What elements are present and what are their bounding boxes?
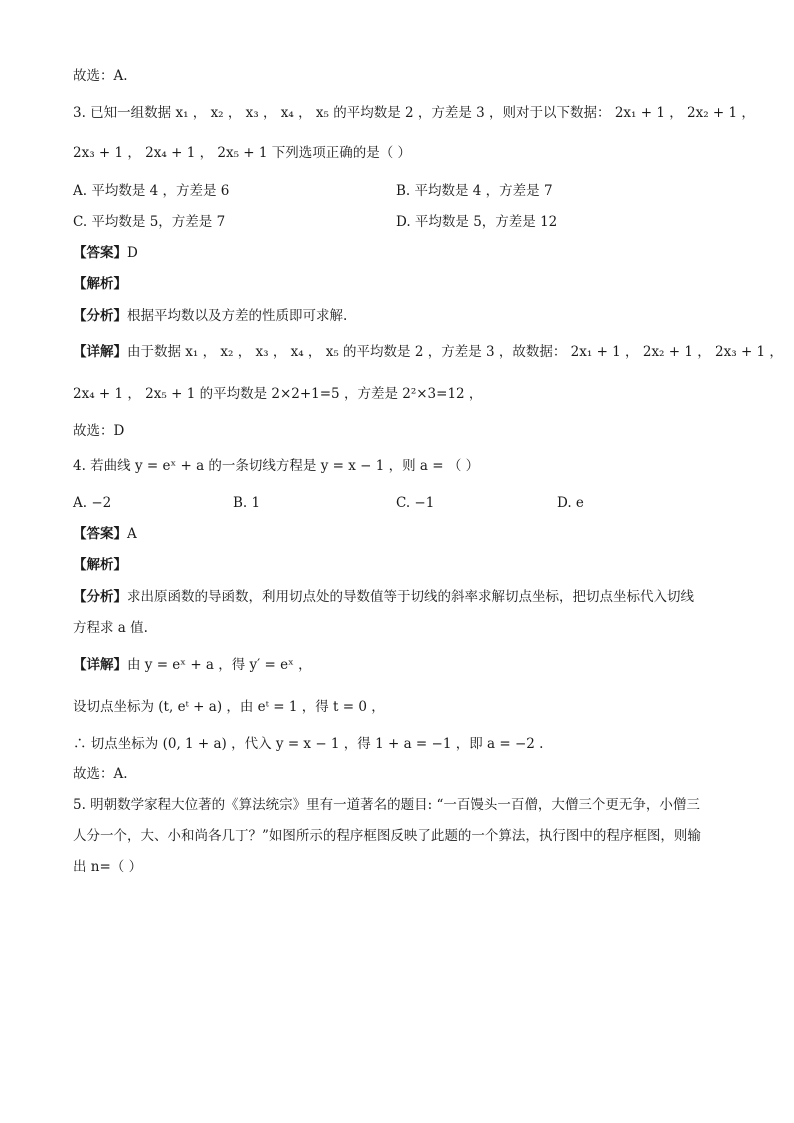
question-4-option-d[interactable]: D. e <box>557 495 584 511</box>
question-3-option-d[interactable]: D. 平均数是 5，方差是 12 <box>396 214 558 230</box>
question-3-stem-line-1: 3. 已知一组数据 x₁ ， x₂ ， x₃ ， x₄ ， x₅ 的平均数是 2 ，方差是 3 ，则对于以下数据： 2x₁ + 1 ， 2x₂ + 1 ， <box>73 105 755 121</box>
question-4-answer <box>73 524 137 544</box>
xiangjie-tag: 【详解】 <box>73 344 127 360</box>
question-3-xiangjie-line-2: 2x₄ + 1 ， 2x₅ + 1 的平均数是 2×2+1=5 ，方差是 2²×3=12 ， <box>73 386 483 402</box>
question-3-xiangjie-line-1 <box>73 342 783 362</box>
question-3-answer <box>73 243 138 263</box>
answer-value: A <box>127 526 137 542</box>
answer-tag: 【答案】 <box>73 245 127 261</box>
question-3-stem-line-2: 2x₃ + 1 ， 2x₄ + 1 ， 2x₅ + 1 下列选项正确的是（ ） <box>73 145 412 161</box>
question-3-option-c[interactable]: C. 平均数是 5，方差是 7 <box>73 214 226 230</box>
conclusion-q2: 故选：A. <box>73 68 128 84</box>
xiangjie-tag: 【详解】 <box>73 657 127 673</box>
question-4-conclusion: 故选：A. <box>73 766 128 782</box>
answer-tag: 【答案】 <box>73 526 127 542</box>
question-4-analysis-tag: 【解析】 <box>73 557 127 573</box>
question-5-stem-line-1: 5. 明朝数学家程大位著的《算法统宗》里有一道著名的题目: “一百馒头一百僧，大僧三个更无争，小僧三 <box>73 797 700 813</box>
question-4-fenxi-line-2: 方程求 a 值. <box>73 620 148 636</box>
question-4-xiangjie-line-1 <box>73 655 312 675</box>
question-3-option-a[interactable]: A. 平均数是 4 ，方差是 6 <box>73 183 230 199</box>
question-5-stem-line-2: 人分一个，大、小和尚各几丁？”如图所示的程序框图反映了此题的一个算法，执行图中的程序框图，则输 <box>73 828 701 844</box>
question-5-stem-line-3: 出 n=（ ） <box>73 859 143 875</box>
question-4-xiangjie-line-2: 设切点坐标为 (t, eᵗ + a) ，由 eᵗ = 1 ，得 t = 0 ， <box>73 699 385 715</box>
question-4-option-a[interactable]: A. −2 <box>73 495 112 511</box>
question-4-option-c[interactable]: C. −1 <box>396 495 435 511</box>
question-3-option-b[interactable]: B. 平均数是 4 ，方差是 7 <box>396 183 553 199</box>
question-3-fenxi <box>73 306 347 326</box>
question-4-stem: 4. 若曲线 y = eˣ + a 的一条切线方程是 y = x − 1 ，则 a = （ ） <box>73 458 480 474</box>
question-4-xiangjie-line-3: ∴ 切点坐标为 (0, 1 + a) ，代入 y = x − 1 ，得 1 + a = −1 ，即 a = −2 . <box>73 736 544 752</box>
question-3-analysis-tag: 【解析】 <box>73 276 127 292</box>
question-4-fenxi-line-1 <box>73 587 694 607</box>
fenxi-tag: 【分析】 <box>73 308 127 324</box>
question-3-conclusion: 故选：D <box>73 423 125 439</box>
question-4-option-b[interactable]: B. 1 <box>233 495 261 511</box>
answer-value: D <box>127 245 138 261</box>
xiangjie-text: 由于数据 x₁ ， x₂ ， x₃ ， x₄ ， x₅ 的平均数是 2 ，方差是 3 ，故数据： 2x₁ + 1 ， 2x₂ + 1 ， 2x₃ + 1 ， <box>127 344 783 360</box>
xiangjie-text: 由 y = eˣ + a ，得 y′ = eˣ ， <box>127 657 312 673</box>
fenxi-tag: 【分析】 <box>73 589 127 605</box>
fenxi-text: 求出原函数的导函数，利用切点处的导数值等于切线的斜率求解切点坐标，把切点坐标代入切线 <box>127 589 694 605</box>
fenxi-text: 根据平均数以及方差的性质即可求解. <box>127 308 348 324</box>
